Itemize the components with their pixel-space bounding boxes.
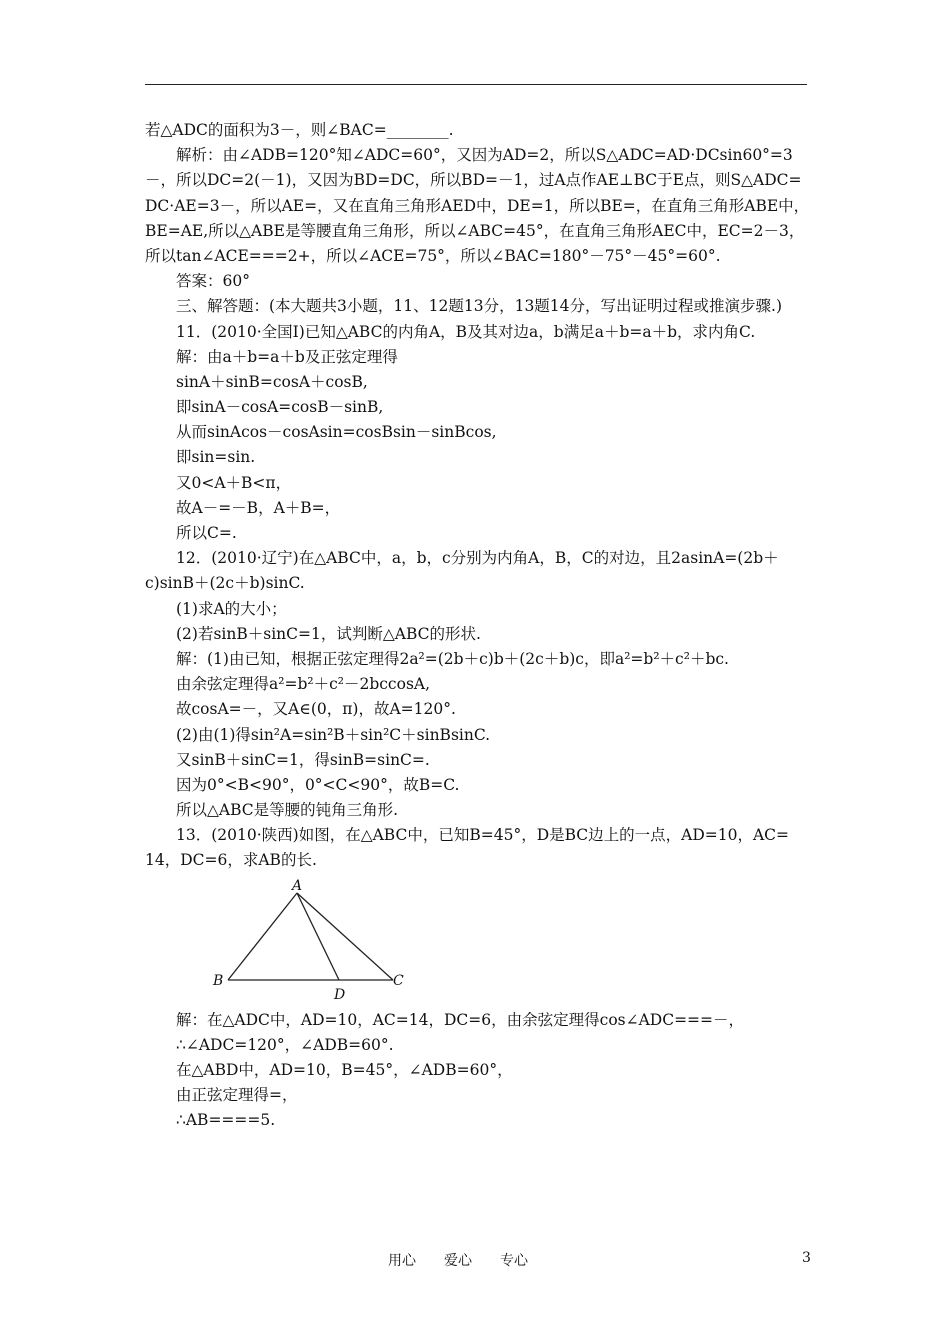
- triangle-figure: [145, 874, 810, 1008]
- text-line: 因为0°<B<90°，0°<C<90°，故B=C.: [176, 775, 460, 794]
- text-line: (1)求A的大小；: [176, 599, 287, 618]
- text-line: 所以C=.: [176, 524, 237, 542]
- text-line: 所以tan∠ACE===2+，所以∠ACE=75°，所以∠BAC=180°－75°－45°=60°.: [145, 246, 721, 265]
- text-line: c)sinB＋(2c＋b)sinC.: [145, 574, 305, 593]
- vertex-label-b: B: [213, 972, 224, 989]
- text-line: 即sinA－cosA=cosB－sinB,: [176, 398, 384, 417]
- text-line: 故A－=－B，A＋B=，: [176, 498, 341, 517]
- section-heading: 三、解答题：(本大题共3小题，11、12题13分，13题14分，写出证明过程或推演步骤.): [176, 297, 783, 316]
- vertex-label-a: A: [292, 877, 303, 894]
- text-line: (2)由(1)得sin²A=sin²B＋sin²C＋sinBsinC.: [176, 725, 491, 744]
- document-body: [145, 118, 810, 1134]
- answer-line: 答案：60°: [176, 272, 250, 291]
- text-line: 即sin=sin.: [176, 448, 256, 467]
- text-line: 解：在△ADC中，AD=10，AC=14，DC=6，由余弦定理得cos∠ADC===－，: [176, 1010, 745, 1029]
- text-line: －，所以DC=2(－1)，又因为BD=DC，所以BD=－1，过A点作AE⊥BC于E点，则S△ADC=: [145, 171, 802, 190]
- vertex-label-c: C: [393, 972, 404, 989]
- problem-13: 13．(2010·陕西)如图，在△ABC中，已知B=45°，D是BC边上的一点，AD=10，AC=: [176, 826, 790, 845]
- page-number: 3: [802, 1250, 811, 1266]
- footer-motto: 用心 爱心 专心: [388, 1253, 528, 1269]
- vertex-label-d: D: [334, 986, 346, 1002]
- text-line: 所以△ABC是等腰的钝角三角形.: [176, 801, 399, 820]
- text-line: sinA＋sinB=cosA＋cosB,: [176, 372, 368, 391]
- text-line: DC·AE=3－，所以AE=，又在直角三角形AED中，DE=1，所以BE=，在直角三角形ABE中，: [145, 196, 810, 215]
- edge-ad: [297, 893, 339, 980]
- edge-ab: [228, 893, 297, 980]
- text-line: 解：由a＋b=a＋b及正弦定理得: [176, 347, 398, 366]
- text-line: ∴AB====5.: [176, 1111, 276, 1130]
- edge-ac: [297, 893, 393, 980]
- problem-11: 11．(2010·全国Ⅰ)已知△ABC的内角A，B及其对边a，b满足a＋b=a＋b，求内角C.: [176, 322, 756, 341]
- problem-12: 12．(2010·辽宁)在△ABC中，a，b，c分别为内角A，B，C的对边，且2asinA=(2b＋: [176, 549, 779, 568]
- text-line: 又0<A＋B<π，: [176, 473, 292, 492]
- text-line: 在△ABD中，AD=10，B=45°，∠ADB=60°，: [176, 1061, 513, 1079]
- text-line: (2)若sinB＋sinC=1，试判断△ABC的形状.: [176, 624, 481, 643]
- header-rule: [145, 84, 807, 85]
- text-line: 解析：由∠ADB=120°知∠ADC=60°，又因为AD=2，所以S△ADC=AD·DCsin60°=3: [176, 146, 793, 165]
- triangle-diagram: [200, 878, 420, 1002]
- text-line: BE=AE,所以△ABE是等腰直角三角形，所以∠ABC=45°，在直角三角形AEC中，EC=2－3，: [145, 221, 805, 240]
- text-line: 由余弦定理得a²=b²＋c²－2bccosA,: [176, 675, 431, 694]
- text-line: 14，DC=6，求AB的长.: [145, 851, 317, 870]
- text-line: ∴∠ADC=120°，∠ADB=60°.: [176, 1035, 394, 1054]
- text-line: 由正弦定理得=，: [176, 1086, 298, 1105]
- text-line: 故cosA=－，又A∈(0，π)，故A=120°.: [176, 700, 456, 719]
- text-line: 又sinB＋sinC=1，得sinB=sinC=.: [176, 750, 430, 769]
- text-line: 若△ADC的面积为3－，则∠BAC=________.: [145, 121, 454, 139]
- text-line: 从而sinAcos－cosAsin=cosBsin－sinBcos,: [176, 423, 497, 442]
- text-line: 解：(1)由已知，根据正弦定理得2a²=(2b＋c)b＋(2c＋b)c，即a²=b²＋c²＋bc.: [176, 649, 729, 668]
